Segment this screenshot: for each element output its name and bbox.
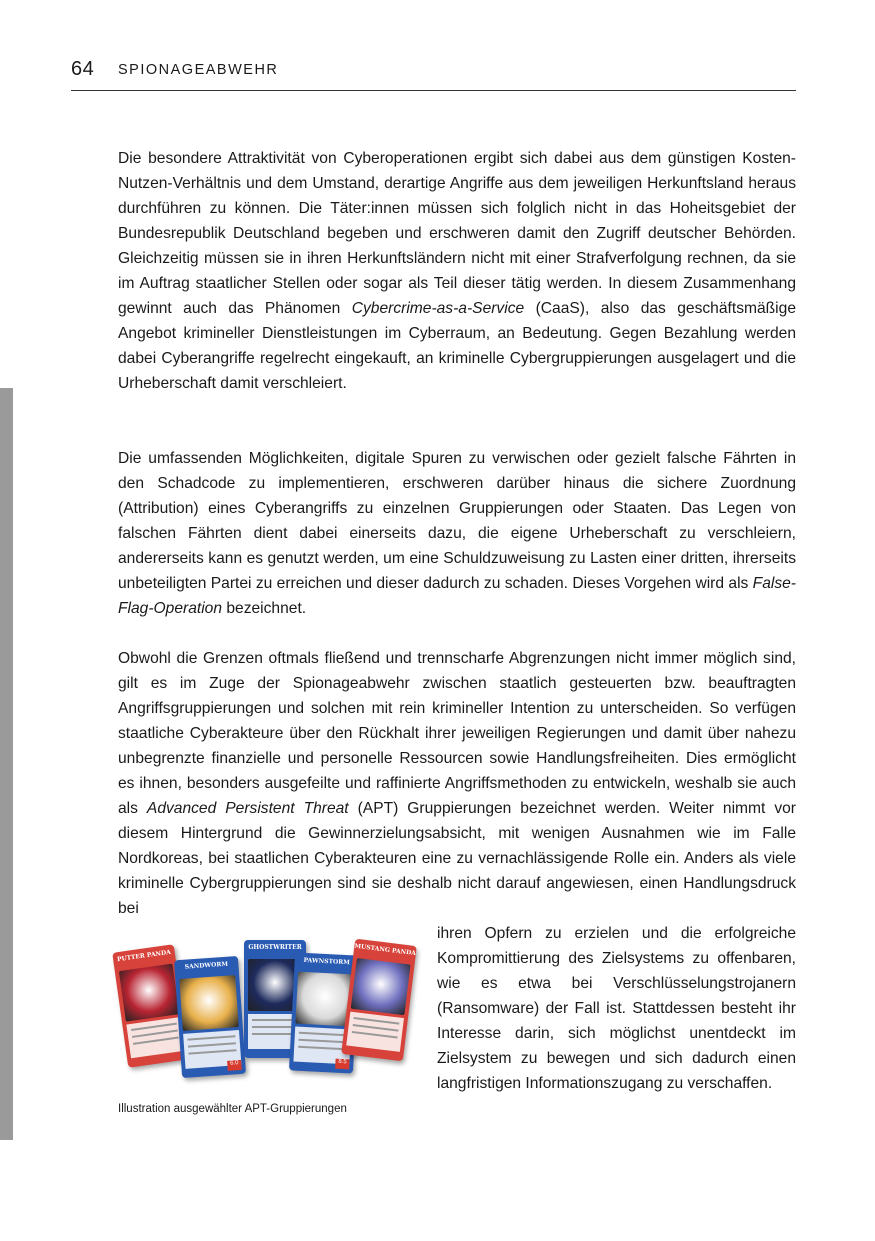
paragraph-1 — [118, 146, 796, 396]
paragraph-4: ihren Opfern zu erzielen und die erfolgreiche Kompromittierung des Zielsystems zu offenbaren, wie es etwa bei Verschlüsselungstrojanern (Ransomware) der Fall ist. Stattdessen besteht ihr Interesse darin, sich möglichst unentdeckt im Zielsystem zu bewegen und sich dadurch einen langfristigen Informationszugang zu verschaffen. — [437, 925, 796, 1092]
text-run: Die besondere Attraktivität von Cyberoperationen ergibt sich dabei aus dem günstigen Kosten-Nutzen-Verhältnis und dem Umstand, derartige Angriffe aus dem jeweiligen Herkunftsland heraus durchführen zu können. Die Täter:innen müssen sich folglich nicht in das Hoheitsgebiet der Bundesrepublik Deutschland begeben und erschweren damit den Zugriff deutscher Behörden. Gleichzeitig müssen sie in ihren Herkunftsländern nicht mit einer Strafverfolgung rechnen, da sie im Auftrag staatlicher Stellen oder sogar als Teil dieser tätig werden. In diesem Zusammenhang gewinnt auch das Phänomen — [118, 150, 796, 317]
term-apt: Advanced Persistent Threat — [146, 800, 349, 817]
card-title: GHOSTWRITER — [248, 944, 302, 951]
card-badge: 6.0 — [227, 1060, 242, 1071]
card-art — [179, 975, 239, 1031]
card-title: PUTTER PANDA — [116, 948, 172, 964]
text-run: (CaaS), also das geschäftsmäßige Angebot krimineller Dienstleistungen im Cyberraum, an Bedeutung. Gegen Bezahlung werden dabei Cyberangriffe regelrecht eingekauft, an kriminelle Cybergruppierungen ausgelagert und die Urheberschaft damit verschleiert. — [118, 300, 796, 392]
card-stats — [126, 1017, 185, 1058]
card-title: SANDWORM — [184, 960, 229, 971]
page-number: 64 — [71, 58, 95, 80]
text-run: (APT) Gruppierungen bezeichnet werden. Weiter nimmt vor diesem Hintergrund die Gewinnerzielungsabsicht, mit wenigen Ausnahmen wie im Falle Nordkoreas, bei staatlichen Cyberakteuren eine zu vernachlässigende Rolle ein. Anders als viele kriminelle Cybergruppierungen sind sie deshalb nicht darauf angewiesen, einen Handlungsdruck bei — [118, 800, 796, 917]
term-false-flag: False-Flag-Operation — [118, 575, 796, 617]
card-art — [118, 963, 179, 1021]
paragraph-3 — [118, 646, 796, 921]
running-head: SPIONAGEABWEHR — [118, 62, 279, 78]
page-header — [71, 56, 796, 91]
card-title: MUSTANG PANDA — [354, 942, 417, 958]
figure-caption: Illustration ausgewählter APT-Gruppierungen — [118, 1103, 347, 1115]
card-badge: 8.5 — [335, 1059, 350, 1070]
card-1 — [174, 956, 246, 1078]
card-title: PAWNSTORM — [303, 956, 351, 967]
card-4 — [341, 939, 417, 1062]
text-run: Die umfassenden Möglichkeiten, digitale Spuren zu verwischen oder gezielt falsche Fährten in den Schadcode zu implementieren, erschweren darüber hinaus die sichere Zuordnung (Attribution) eines Cyberangriffs zu einzelnen Gruppierungen oder Staaten. Das Legen von falschen Fährten dient dabei einerseits dazu, die eigene Urheberschaft zu verschleiern, andererseits kann es genutzt werden, um eine Schuldzuweisung zu Lasten einer dritten, ihrerseits unbeteiligten Partei zu erreichen und dieser dadurch zu schaden. Dieses Vorgehen wird als — [118, 450, 796, 592]
term-caas: Cybercrime-as-a-Service — [351, 300, 525, 317]
text-run: Obwohl die Grenzen oftmals fließend und trennscharfe Abgrenzungen nicht immer möglich sind, gilt es im Zuge der Spionageabwehr zwischen staatlich gesteuerten bzw. beauftragten Angriffsgruppierungen und solchen mit rein krimineller Intention zu unterscheiden. So verfügen staatliche Cyberakteure über den Rückhalt ihrer jeweiligen Regierungen und damit über nahezu unbegrenzte finanzielle und personelle Ressourcen sowie Handlungsfreiheiten. Dies ermöglicht es ihnen, besonders ausgefeilte und raffinierte Angriffsmethoden zu entwickeln, weshalb sie auch als — [118, 650, 796, 817]
text-run: bezeichnet. — [222, 600, 307, 617]
page-edge-marker — [0, 388, 13, 1140]
apt-cards-illustration — [118, 936, 418, 1068]
card-art — [351, 958, 411, 1015]
card-stats — [346, 1012, 404, 1052]
paragraph-2 — [118, 446, 796, 621]
